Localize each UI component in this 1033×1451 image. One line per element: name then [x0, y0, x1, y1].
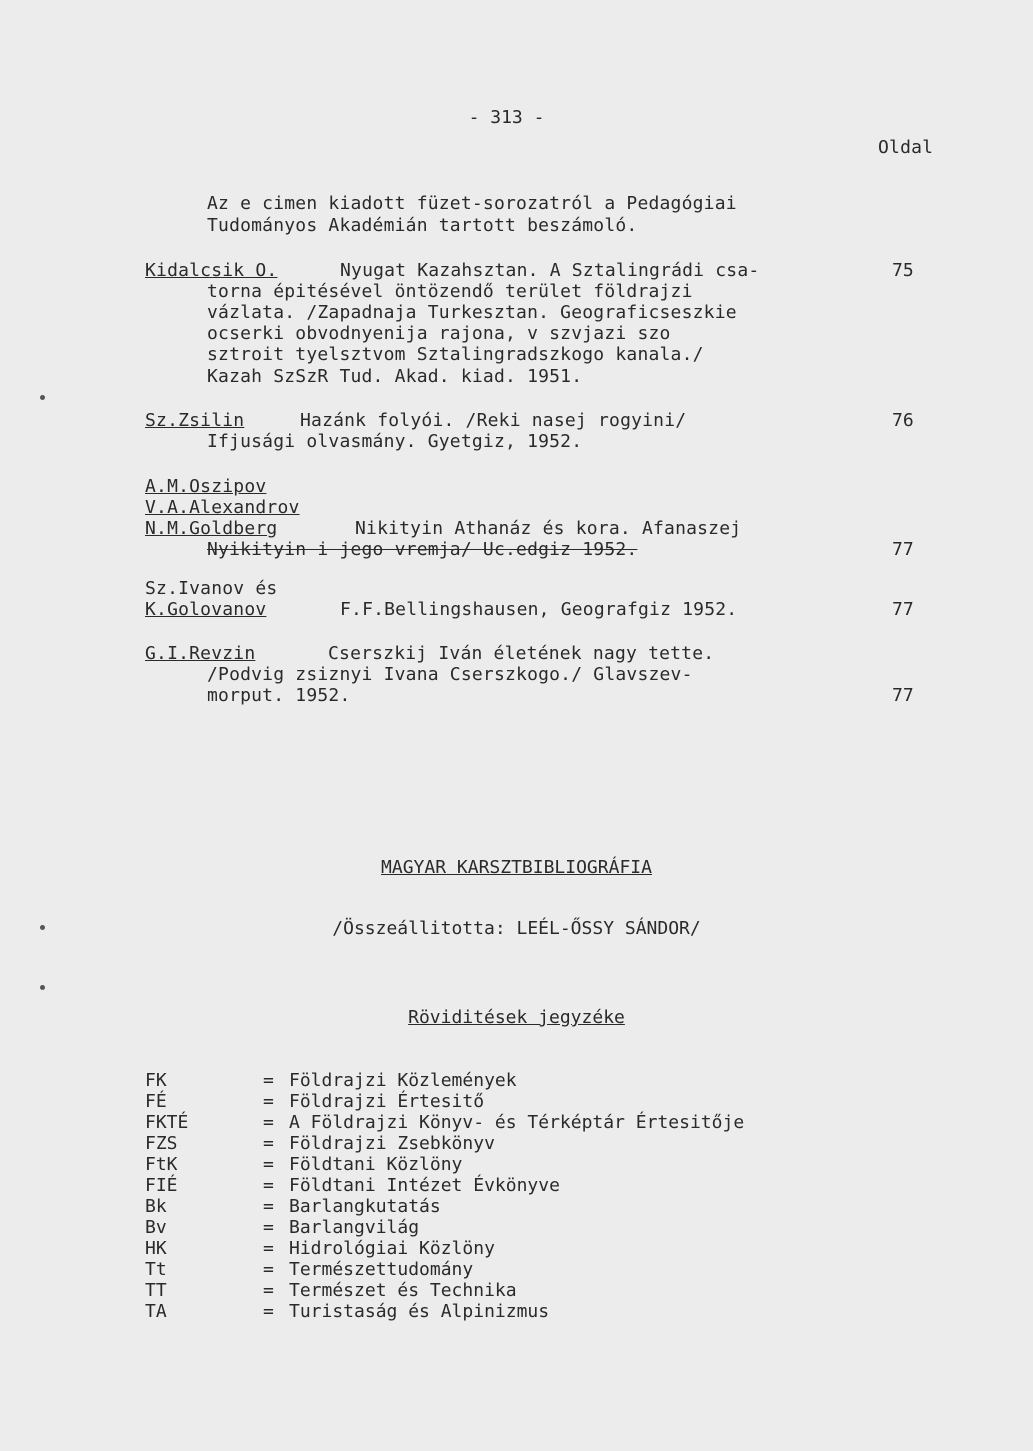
entry-line: Cserszkij Iván életének nagy tette. — [328, 643, 715, 664]
abbreviation-key: Bk — [145, 1196, 167, 1217]
abbreviation-value: Földtani Intézet Évkönyve — [289, 1175, 560, 1196]
abbreviation-key: Bv — [145, 1217, 167, 1238]
entry-line: Nyugat Kazahsztan. A Sztalingrádi csa- — [340, 260, 760, 281]
abbreviation-key: TT — [145, 1280, 167, 1301]
abbreviation-value: Földrajzi Értesitő — [289, 1091, 485, 1112]
entry-line: Hazánk folyói. /Reki nasej rogyini/ — [300, 410, 687, 431]
abbreviation-key: FÉ — [145, 1091, 167, 1112]
entry-author: A.M.Oszipov — [145, 476, 267, 497]
abbreviation-row — [145, 1175, 560, 1196]
abbreviation-row — [145, 1154, 462, 1175]
column-header-oldal: Oldal — [878, 137, 934, 158]
entry-line: Nikityin Athanáz és kora. Afanaszej — [355, 518, 742, 539]
entry-author: Sz.Zsilin — [145, 410, 245, 431]
entry-line: ocserki obvodnyenija rajona, v szvjazi szo — [207, 323, 671, 344]
abbreviation-key: HK — [145, 1238, 167, 1259]
entry-line: Ifjusági olvasmány. Gyetgiz, 1952. — [207, 431, 583, 452]
abbreviation-row — [145, 1091, 484, 1112]
abbreviation-value: Turistaság és Alpinizmus — [289, 1301, 550, 1322]
entry-page: 75 — [892, 260, 914, 281]
equals-sign: = — [263, 1175, 274, 1196]
equals-sign: = — [263, 1301, 274, 1322]
abbreviation-row — [145, 1301, 549, 1322]
entry-author: K.Golovanov — [145, 599, 267, 620]
entry-author: G.I.Revzin — [145, 643, 256, 664]
abbreviation-key: FIÉ — [145, 1175, 178, 1196]
abbreviation-row — [145, 1217, 419, 1238]
abbreviation-row — [145, 1196, 441, 1217]
abbreviation-value: Földtani Közlöny — [289, 1154, 463, 1175]
abbreviation-row — [145, 1070, 517, 1091]
abbreviation-value: Földrajzi Közlemények — [289, 1070, 517, 1091]
equals-sign: = — [263, 1259, 274, 1280]
equals-sign: = — [263, 1112, 274, 1133]
abbreviation-row — [145, 1238, 495, 1259]
abbreviations-title: Röviditések jegyzéke — [408, 1007, 625, 1028]
equals-sign: = — [263, 1196, 274, 1217]
abbreviation-value: Hidrológiai Közlöny — [289, 1238, 495, 1259]
entry-page: 77 — [892, 599, 914, 620]
equals-sign: = — [263, 1280, 274, 1301]
abbreviation-key: TA — [145, 1301, 167, 1322]
abbreviation-row — [145, 1280, 517, 1301]
abbreviation-key: FZS — [145, 1133, 178, 1154]
abbreviation-key: FKTÉ — [145, 1112, 189, 1133]
abbreviation-key: FtK — [145, 1154, 178, 1175]
entry-page: 77 — [892, 539, 914, 560]
abbreviation-row — [145, 1259, 473, 1280]
intro-line-2: Tudományos Akadémián tartott beszámoló. — [207, 215, 638, 236]
abbreviation-key: Tt — [145, 1259, 167, 1280]
entry-author: Sz.Ivanov és — [145, 578, 278, 599]
entry-author: V.A.Alexandrov — [145, 497, 300, 518]
entry-line: Nyikityin i jego vremja/ Uc.edgiz 1952. — [207, 539, 638, 560]
equals-sign: = — [263, 1238, 274, 1259]
equals-sign: = — [263, 1154, 274, 1175]
entry-line: /Podvig zsiznyi Ivana Cserszkogo./ Glavszev- — [207, 664, 693, 685]
entry-page: 76 — [892, 410, 914, 431]
entry-line: Kazah SzSzR Tud. Akad. kiad. 1951. — [207, 366, 583, 387]
intro-line-1: Az e cimen kiadott füzet-sorozatról a Pedagógiai — [207, 193, 737, 214]
abbreviation-value: Természet és Technika — [289, 1280, 517, 1301]
page-number: - 313 - — [468, 107, 545, 128]
equals-sign: = — [263, 1070, 274, 1091]
abbreviation-value: A Földrajzi Könyv- és Térképtár Értesitője — [289, 1112, 745, 1133]
entry-line: morput. 1952. — [207, 685, 351, 706]
abbreviation-row — [145, 1112, 744, 1133]
equals-sign: = — [263, 1091, 274, 1112]
abbreviation-value: Barlangvilág — [289, 1217, 420, 1238]
abbreviation-value: Barlangkutatás — [289, 1196, 441, 1217]
entry-line: F.F.Bellingshausen, Geografgiz 1952. — [340, 599, 738, 620]
entry-line: sztroit tyelsztvom Sztalingradszkogo kanala./ — [207, 344, 704, 365]
abbreviation-value: Földrajzi Zsebkönyv — [289, 1133, 495, 1154]
abbreviation-row — [145, 1133, 495, 1154]
entry-author: Kidalcsik O. — [145, 260, 278, 281]
section-title: MAGYAR KARSZTBIBLIOGRÁFIA — [381, 857, 652, 878]
entry-line: vázlata. /Zapadnaja Turkesztan. Geograficseszkie — [207, 302, 737, 323]
compiled-by: /Összeállitotta: LEÉL-ŐSSY SÁNDOR/ — [332, 918, 701, 939]
entry-page: 77 — [892, 685, 914, 706]
equals-sign: = — [263, 1133, 274, 1154]
scan-speck — [40, 925, 45, 930]
scan-speck — [40, 985, 45, 990]
abbreviation-value: Természettudomány — [289, 1259, 474, 1280]
entry-author: N.M.Goldberg — [145, 518, 278, 539]
entry-line: torna épitésével öntözendő terület földrajzi — [207, 281, 693, 302]
equals-sign: = — [263, 1217, 274, 1238]
scan-speck — [40, 395, 45, 400]
abbreviation-key: FK — [145, 1070, 167, 1091]
